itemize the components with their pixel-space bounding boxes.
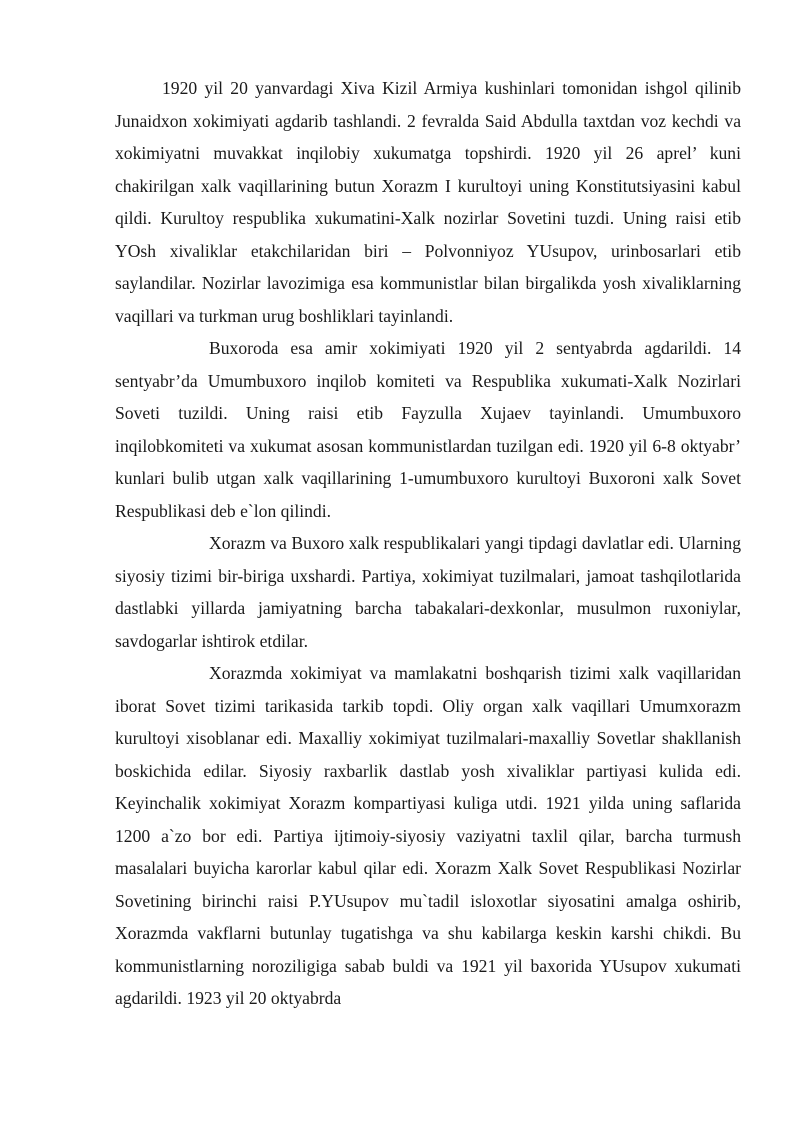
paragraph-bukhara-revolution: Buxoroda esa amir xokimiyati 1920 yil 2 sentyabrda agdarildi. 14 sentyabr’da Umumbuxoro inqilob komiteti va Respublika xukumati-Xalk Nozirlari Soveti tuzildi. Uning raisi etib Fayzulla Xujaev tayinlandi. Umumbuxoro inqilobkomiteti va xukumat asosan kommunistlardan tuzilgan edi. 1920 yil 6-8 oktyabr’ kunlari bulib utgan xalk vaqillarining 1-umumbuxoro kurultoyi Buxoroni xalk Sovet Respublikasi deb e`lon qilindi. <box>115 338 741 521</box>
paragraph-people-republics: Xorazm va Buxoro xalk respublikalari yangi tipdagi davlatlar edi. Ularning siyosiy tizimi bir-biriga uxshardi. Partiya, xokimiyat tuzilmalari, jamoat tashqilotlarida dastlabki yillarda jamiyatning barcha tabakalari-dexkonlar, musulmon ruxoniylar, savdogarlar ishtirok etdilar. <box>115 533 741 651</box>
paragraph-khorezm-government: Xorazmda xokimiyat va mamlakatni boshqarish tizimi xalk vaqillaridan iborat Sovet tizimi tarikasida tarkib topdi. Oliy organ xalk vaqillari Umumxorazm kurultoyi xisoblanar edi. Maxalliy xokimiyat tuzilmalari-maxalliy Sovetlar shakllanish boskichida edilar. Siyosiy raxbarlik dastlab yosh xivaliklar partiyasi kulida edi. Keyinchalik xokimiyat Xorazm kompartiyasi kuliga utdi. 1921 yilda uning saflarida 1200 a`zo bor edi. Partiya ijtimoiy-siyosiy vaziyatni taxlil qilar, barcha turmush masalalari buyicha karorlar kabul qilar edi. Xorazm Xalk Sovet Respublikasi Nozirlar Sovetining birinchi raisi P.YUsupov mu`tadil isloxotlar siyosatini amalga oshirib, Xorazmda vakflarni butunlay tugatishga va shu kabilarga keskin karshi chikdi. Bu kommunistlarning noroziligiga sabab buldi va 1921 yil baxorida YUsupov xukumati agdarildi. 1923 yil 20 oktyabrda <box>115 663 741 1008</box>
document-body <box>115 72 741 1015</box>
paragraph-khiva-revolution: 1920 yil 20 yanvardagi Xiva Kizil Armiya kushinlari tomonidan ishgol qilinib Junaidxon xokimiyati agdarib tashlandi. 2 fevralda Said Abdulla taxtdan voz kechdi va xokimiyatni muvakkat inqilobiy xukumatga topshirdi. 1920 yil 26 aprel’ kuni chakirilgan xalk vaqillarining butun Xorazm I kurultoyi uning Konstitutsiyasini kabul qildi. Kurultoy respublika xukumatini-Xalk nozirlar Sovetini tuzdi. Uning raisi etib YOsh xivaliklar etakchilaridan biri – Polvonniyoz YUsupov, urinbosarlari etib saylandilar. Nozirlar lavozimiga esa kommunistlar bilan birgalikda yosh xivaliklarning vaqillari va turkman urug boshliklari tayinlandi. <box>115 78 741 326</box>
